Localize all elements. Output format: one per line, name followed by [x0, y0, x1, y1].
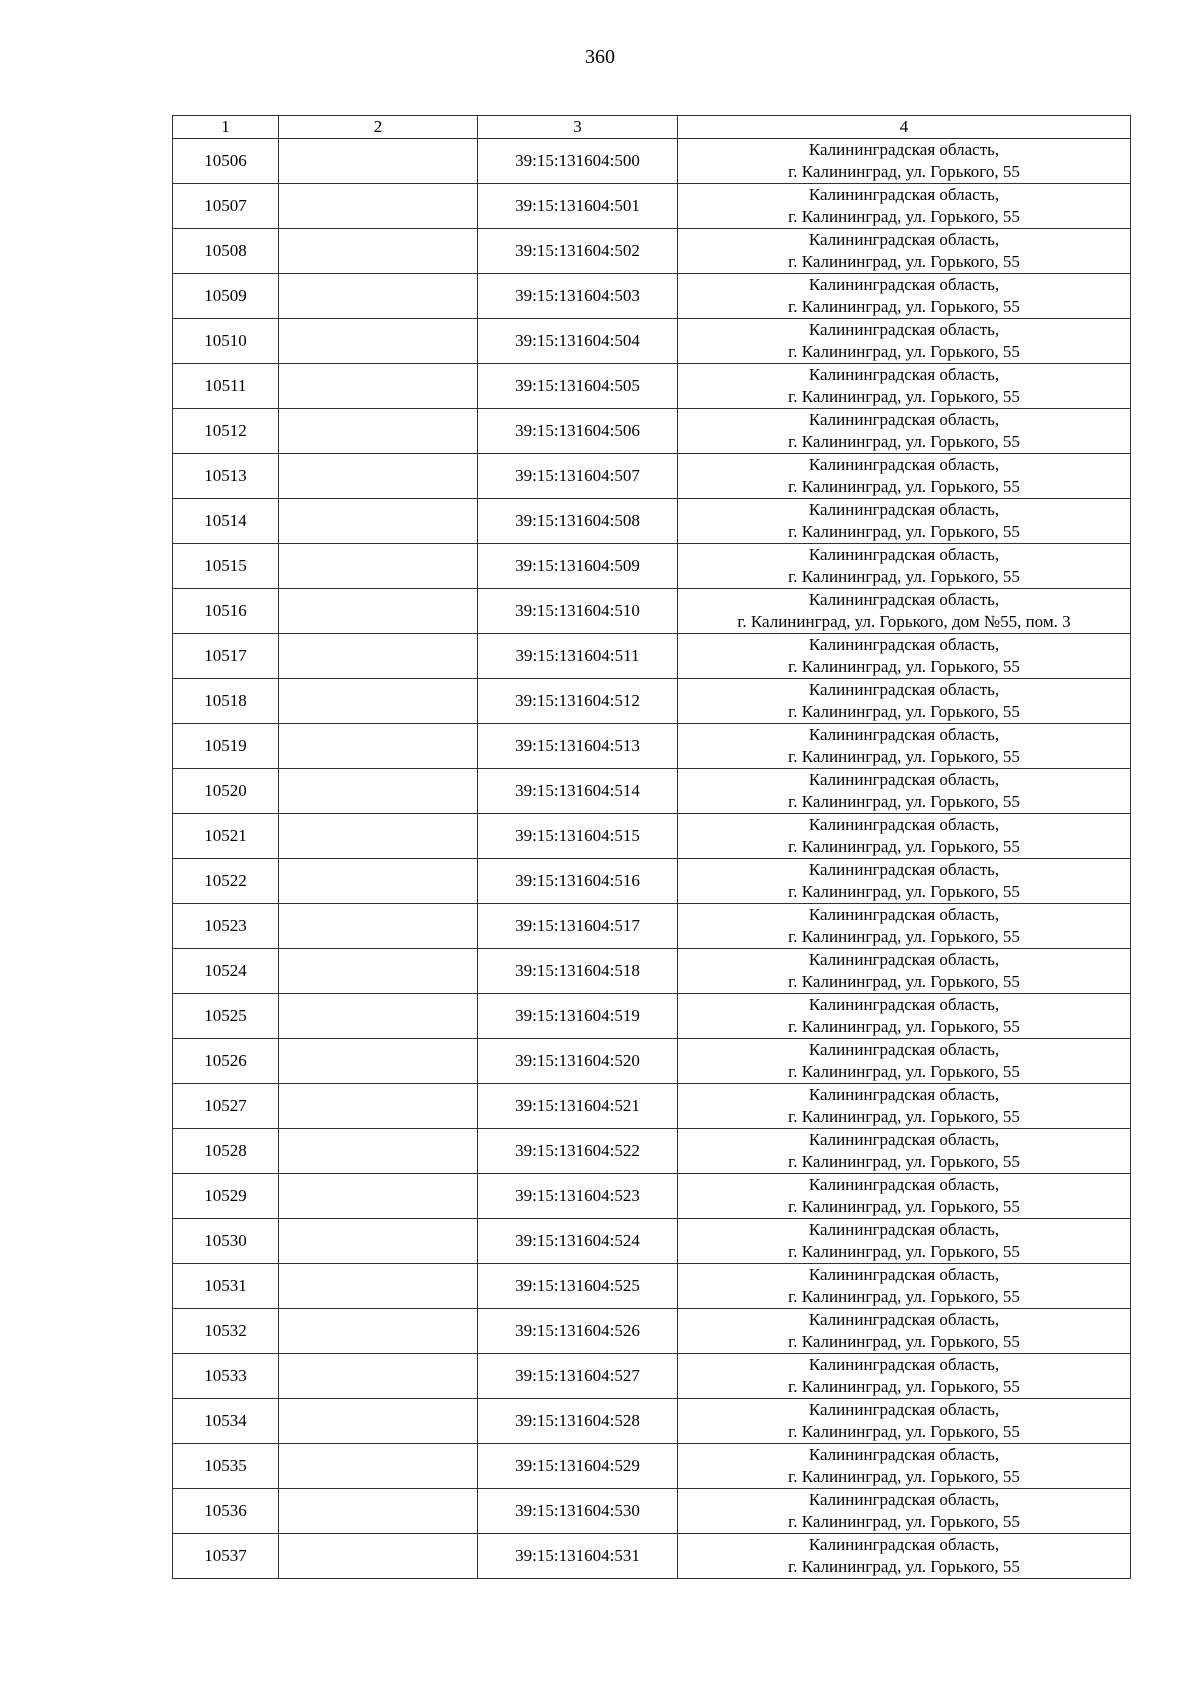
table-row: [173, 859, 1131, 904]
address-line-street: г. Калининград, ул. Горького, 55: [788, 522, 1020, 541]
row-number-cell: 10510: [173, 319, 279, 364]
address-line-street: г. Калининград, ул. Горького, 55: [788, 1107, 1020, 1126]
cadastral-number-cell: 39:15:131604:515: [478, 814, 678, 859]
address-line-region: Калининградская область,: [808, 770, 1000, 789]
empty-cell: [279, 1174, 478, 1219]
header-col-2: 2: [279, 116, 478, 139]
address-line-street: г. Калининград, ул. Горького, 55: [788, 162, 1020, 181]
empty-cell: [279, 634, 478, 679]
row-number-cell: 10516: [173, 589, 279, 634]
address-line-region: Калининградская область,: [808, 725, 1000, 744]
cadastral-number-cell: 39:15:131604:528: [478, 1399, 678, 1444]
address-cell: [678, 769, 1131, 814]
empty-cell: [279, 184, 478, 229]
address-line-region: Калининградская область,: [808, 185, 1000, 204]
address-line-street: г. Калининград, ул. Горького, 55: [788, 882, 1020, 901]
row-number-cell: 10530: [173, 1219, 279, 1264]
empty-cell: [279, 1309, 478, 1354]
row-number-cell: 10511: [173, 364, 279, 409]
address-cell: [678, 724, 1131, 769]
address-cell: [678, 1489, 1131, 1534]
address-line-street: г. Калининград, ул. Горького, 55: [788, 972, 1020, 991]
table-row: [173, 769, 1131, 814]
address-line-street: г. Калининград, ул. Горького, 55: [788, 207, 1020, 226]
cadastral-number-cell: 39:15:131604:529: [478, 1444, 678, 1489]
empty-cell: [279, 229, 478, 274]
address-line-region: Калининградская область,: [808, 635, 1000, 654]
table-body: [173, 139, 1131, 1579]
address-line-region: Калининградская область,: [808, 1265, 1000, 1284]
empty-cell: [279, 1489, 478, 1534]
address-cell: [678, 1444, 1131, 1489]
header-row: [173, 116, 1131, 139]
address-line-region: Калининградская область,: [808, 950, 1000, 969]
empty-cell: [279, 1399, 478, 1444]
table-row: [173, 409, 1131, 454]
cadastral-number-cell: 39:15:131604:508: [478, 499, 678, 544]
address-line-region: Калининградская область,: [808, 1040, 1000, 1059]
cadastral-number-cell: 39:15:131604:507: [478, 454, 678, 499]
address-line-region: Калининградская область,: [808, 1355, 1000, 1374]
address-line-street: г. Калининград, ул. Горького, 55: [788, 432, 1020, 451]
empty-cell: [279, 994, 478, 1039]
address-line-street: г. Калининград, ул. Горького, 55: [788, 702, 1020, 721]
row-number-cell: 10518: [173, 679, 279, 724]
table-row: [173, 499, 1131, 544]
registry-table: [172, 115, 1131, 1579]
row-number-cell: 10509: [173, 274, 279, 319]
address-line-street: г. Калининград, ул. Горького, 55: [788, 747, 1020, 766]
table-row: [173, 904, 1131, 949]
address-cell: [678, 319, 1131, 364]
empty-cell: [279, 724, 478, 769]
table-row: [173, 1399, 1131, 1444]
address-line-region: Калининградская область,: [808, 1175, 1000, 1194]
cadastral-number-cell: 39:15:131604:530: [478, 1489, 678, 1534]
cadastral-number-cell: 39:15:131604:524: [478, 1219, 678, 1264]
address-cell: [678, 1174, 1131, 1219]
row-number-cell: 10521: [173, 814, 279, 859]
row-number-cell: 10529: [173, 1174, 279, 1219]
address-cell: [678, 1399, 1131, 1444]
table-row: [173, 634, 1131, 679]
row-number-cell: 10512: [173, 409, 279, 454]
table-row: [173, 319, 1131, 364]
empty-cell: [279, 544, 478, 589]
cadastral-number-cell: 39:15:131604:512: [478, 679, 678, 724]
address-cell: [678, 859, 1131, 904]
page-number: 360: [585, 46, 615, 68]
address-line-street: г. Калининград, ул. Горького, 55: [788, 252, 1020, 271]
address-cell: [678, 949, 1131, 994]
row-number-cell: 10532: [173, 1309, 279, 1354]
address-line-street: г. Калининград, ул. Горького, 55: [788, 1557, 1020, 1576]
row-number-cell: 10513: [173, 454, 279, 499]
header-col-3: 3: [478, 116, 678, 139]
address-line-region: Калининградская область,: [808, 140, 1000, 159]
address-line-region: Калининградская область,: [808, 1400, 1000, 1419]
address-line-street: г. Калининград, ул. Горького, 55: [788, 1467, 1020, 1486]
address-line-region: Калининградская область,: [808, 1535, 1000, 1554]
table-row: [173, 949, 1131, 994]
cadastral-number-cell: 39:15:131604:509: [478, 544, 678, 589]
address-cell: [678, 229, 1131, 274]
empty-cell: [279, 274, 478, 319]
address-line-street: г. Калининград, ул. Горького, 55: [788, 387, 1020, 406]
cadastral-number-cell: 39:15:131604:500: [478, 139, 678, 184]
table-row: [173, 994, 1131, 1039]
cadastral-number-cell: 39:15:131604:518: [478, 949, 678, 994]
table-row: [173, 1219, 1131, 1264]
address-line-region: Калининградская область,: [808, 365, 1000, 384]
address-cell: [678, 274, 1131, 319]
address-line-region: Калининградская область,: [808, 230, 1000, 249]
table-row: [173, 1489, 1131, 1534]
address-line-region: Калининградская область,: [808, 1445, 1000, 1464]
empty-cell: [279, 319, 478, 364]
address-cell: [678, 1129, 1131, 1174]
row-number-cell: 10525: [173, 994, 279, 1039]
address-line-street: г. Калининград, ул. Горького, 55: [788, 837, 1020, 856]
empty-cell: [279, 364, 478, 409]
cadastral-number-cell: 39:15:131604:519: [478, 994, 678, 1039]
row-number-cell: 10520: [173, 769, 279, 814]
table-row: [173, 1084, 1131, 1129]
address-cell: [678, 1219, 1131, 1264]
empty-cell: [279, 1219, 478, 1264]
address-line-region: Калининградская область,: [808, 680, 1000, 699]
cadastral-number-cell: 39:15:131604:523: [478, 1174, 678, 1219]
address-line-street: г. Калининград, ул. Горького, 55: [788, 792, 1020, 811]
table-row: [173, 589, 1131, 634]
table-row: [173, 364, 1131, 409]
row-number-cell: 10537: [173, 1534, 279, 1579]
address-line-region: Калининградская область,: [808, 860, 1000, 879]
address-cell: [678, 1309, 1131, 1354]
address-cell: [678, 589, 1131, 634]
table-row: [173, 1354, 1131, 1399]
address-cell: [678, 454, 1131, 499]
row-number-cell: 10523: [173, 904, 279, 949]
address-line-street: г. Калининград, ул. Горького, 55: [788, 927, 1020, 946]
empty-cell: [279, 1084, 478, 1129]
cadastral-number-cell: 39:15:131604:511: [478, 634, 678, 679]
empty-cell: [279, 499, 478, 544]
address-line-street: г. Калининград, ул. Горького, 55: [788, 1332, 1020, 1351]
header-col-1: 1: [173, 116, 279, 139]
address-cell: [678, 184, 1131, 229]
address-line-street: г. Калининград, ул. Горького, 55: [788, 297, 1020, 316]
cadastral-number-cell: 39:15:131604:513: [478, 724, 678, 769]
cadastral-number-cell: 39:15:131604:514: [478, 769, 678, 814]
header-col-4: 4: [678, 116, 1131, 139]
empty-cell: [279, 139, 478, 184]
row-number-cell: 10531: [173, 1264, 279, 1309]
cadastral-number-cell: 39:15:131604:501: [478, 184, 678, 229]
empty-cell: [279, 769, 478, 814]
row-number-cell: 10519: [173, 724, 279, 769]
address-line-street: г. Калининград, ул. Горького, 55: [788, 1377, 1020, 1396]
row-number-cell: 10536: [173, 1489, 279, 1534]
address-cell: [678, 499, 1131, 544]
address-cell: [678, 364, 1131, 409]
cadastral-number-cell: 39:15:131604:526: [478, 1309, 678, 1354]
row-number-cell: 10524: [173, 949, 279, 994]
address-line-street: г. Калининград, ул. Горького, 55: [788, 1287, 1020, 1306]
address-line-region: Калининградская область,: [808, 995, 1000, 1014]
empty-cell: [279, 1444, 478, 1489]
row-number-cell: 10515: [173, 544, 279, 589]
table-row: [173, 1444, 1131, 1489]
address-cell: [678, 1039, 1131, 1084]
empty-cell: [279, 1129, 478, 1174]
empty-cell: [279, 1264, 478, 1309]
table-row: [173, 454, 1131, 499]
row-number-cell: 10522: [173, 859, 279, 904]
cadastral-number-cell: 39:15:131604:520: [478, 1039, 678, 1084]
address-line-region: Калининградская область,: [808, 1310, 1000, 1329]
address-line-street: г. Калининград, ул. Горького, 55: [788, 1512, 1020, 1531]
row-number-cell: 10528: [173, 1129, 279, 1174]
row-number-cell: 10507: [173, 184, 279, 229]
empty-cell: [279, 679, 478, 724]
address-line-street: г. Калининград, ул. Горького, 55: [788, 342, 1020, 361]
address-line-region: Калининградская область,: [808, 905, 1000, 924]
table-row: [173, 1039, 1131, 1084]
address-line-region: Калининградская область,: [808, 1220, 1000, 1239]
row-number-cell: 10508: [173, 229, 279, 274]
table-row: [173, 814, 1131, 859]
address-line-region: Калининградская область,: [808, 815, 1000, 834]
row-number-cell: 10535: [173, 1444, 279, 1489]
row-number-cell: 10517: [173, 634, 279, 679]
row-number-cell: 10514: [173, 499, 279, 544]
cadastral-number-cell: 39:15:131604:506: [478, 409, 678, 454]
row-number-cell: 10533: [173, 1354, 279, 1399]
empty-cell: [279, 814, 478, 859]
table-row: [173, 724, 1131, 769]
address-line-street: г. Калининград, ул. Горького, 55: [788, 657, 1020, 676]
address-line-region: Калининградская область,: [808, 320, 1000, 339]
cadastral-number-cell: 39:15:131604:517: [478, 904, 678, 949]
address-line-street: г. Калининград, ул. Горького, 55: [788, 1152, 1020, 1171]
address-line-street: г. Калининград, ул. Горького, 55: [788, 1062, 1020, 1081]
table-row: [173, 544, 1131, 589]
table-row: [173, 1129, 1131, 1174]
address-line-region: Калининградская область,: [808, 500, 1000, 519]
address-line-region: Калининградская область,: [808, 1490, 1000, 1509]
cadastral-number-cell: 39:15:131604:522: [478, 1129, 678, 1174]
address-line-street: г. Калининград, ул. Горького, 55: [788, 1197, 1020, 1216]
cadastral-number-cell: 39:15:131604:527: [478, 1354, 678, 1399]
cadastral-number-cell: 39:15:131604:521: [478, 1084, 678, 1129]
empty-cell: [279, 859, 478, 904]
table-row: [173, 139, 1131, 184]
address-cell: [678, 409, 1131, 454]
address-line-region: Калининградская область,: [808, 1085, 1000, 1104]
table-row: [173, 1309, 1131, 1354]
address-line-region: Калининградская область,: [808, 1130, 1000, 1149]
table-row: [173, 1264, 1131, 1309]
address-line-region: Калининградская область,: [808, 545, 1000, 564]
address-line-street: г. Калининград, ул. Горького, дом №55, пом. 3: [737, 612, 1071, 631]
table-row: [173, 1174, 1131, 1219]
table-row: [173, 679, 1131, 724]
row-number-cell: 10534: [173, 1399, 279, 1444]
cadastral-number-cell: 39:15:131604:502: [478, 229, 678, 274]
table-row: [173, 229, 1131, 274]
empty-cell: [279, 589, 478, 634]
empty-cell: [279, 904, 478, 949]
address-line-street: г. Калининград, ул. Горького, 55: [788, 1017, 1020, 1036]
cadastral-number-cell: 39:15:131604:531: [478, 1534, 678, 1579]
address-cell: [678, 139, 1131, 184]
address-cell: [678, 1354, 1131, 1399]
row-number-cell: 10506: [173, 139, 279, 184]
empty-cell: [279, 1534, 478, 1579]
cadastral-number-cell: 39:15:131604:503: [478, 274, 678, 319]
address-cell: [678, 904, 1131, 949]
empty-cell: [279, 454, 478, 499]
address-line-region: Калининградская область,: [808, 455, 1000, 474]
address-cell: [678, 1084, 1131, 1129]
table-row: [173, 184, 1131, 229]
table-row: [173, 274, 1131, 319]
address-line-street: г. Калининград, ул. Горького, 55: [788, 1242, 1020, 1261]
address-line-region: Калининградская область,: [808, 410, 1000, 429]
cadastral-number-cell: 39:15:131604:516: [478, 859, 678, 904]
address-cell: [678, 1534, 1131, 1579]
row-number-cell: 10526: [173, 1039, 279, 1084]
cadastral-number-cell: 39:15:131604:504: [478, 319, 678, 364]
empty-cell: [279, 409, 478, 454]
cadastral-number-cell: 39:15:131604:510: [478, 589, 678, 634]
address-cell: [678, 679, 1131, 724]
address-cell: [678, 634, 1131, 679]
cadastral-number-cell: 39:15:131604:505: [478, 364, 678, 409]
address-line-street: г. Калининград, ул. Горького, 55: [788, 1422, 1020, 1441]
address-cell: [678, 814, 1131, 859]
cadastral-number-cell: 39:15:131604:525: [478, 1264, 678, 1309]
address-cell: [678, 544, 1131, 589]
address-cell: [678, 994, 1131, 1039]
table-header: [173, 116, 1131, 139]
empty-cell: [279, 1354, 478, 1399]
empty-cell: [279, 1039, 478, 1084]
address-line-region: Калининградская область,: [808, 590, 1000, 609]
address-line-street: г. Калининград, ул. Горького, 55: [788, 567, 1020, 586]
empty-cell: [279, 949, 478, 994]
row-number-cell: 10527: [173, 1084, 279, 1129]
address-cell: [678, 1264, 1131, 1309]
address-line-street: г. Калининград, ул. Горького, 55: [788, 477, 1020, 496]
table-row: [173, 1534, 1131, 1579]
address-line-region: Калининградская область,: [808, 275, 1000, 294]
